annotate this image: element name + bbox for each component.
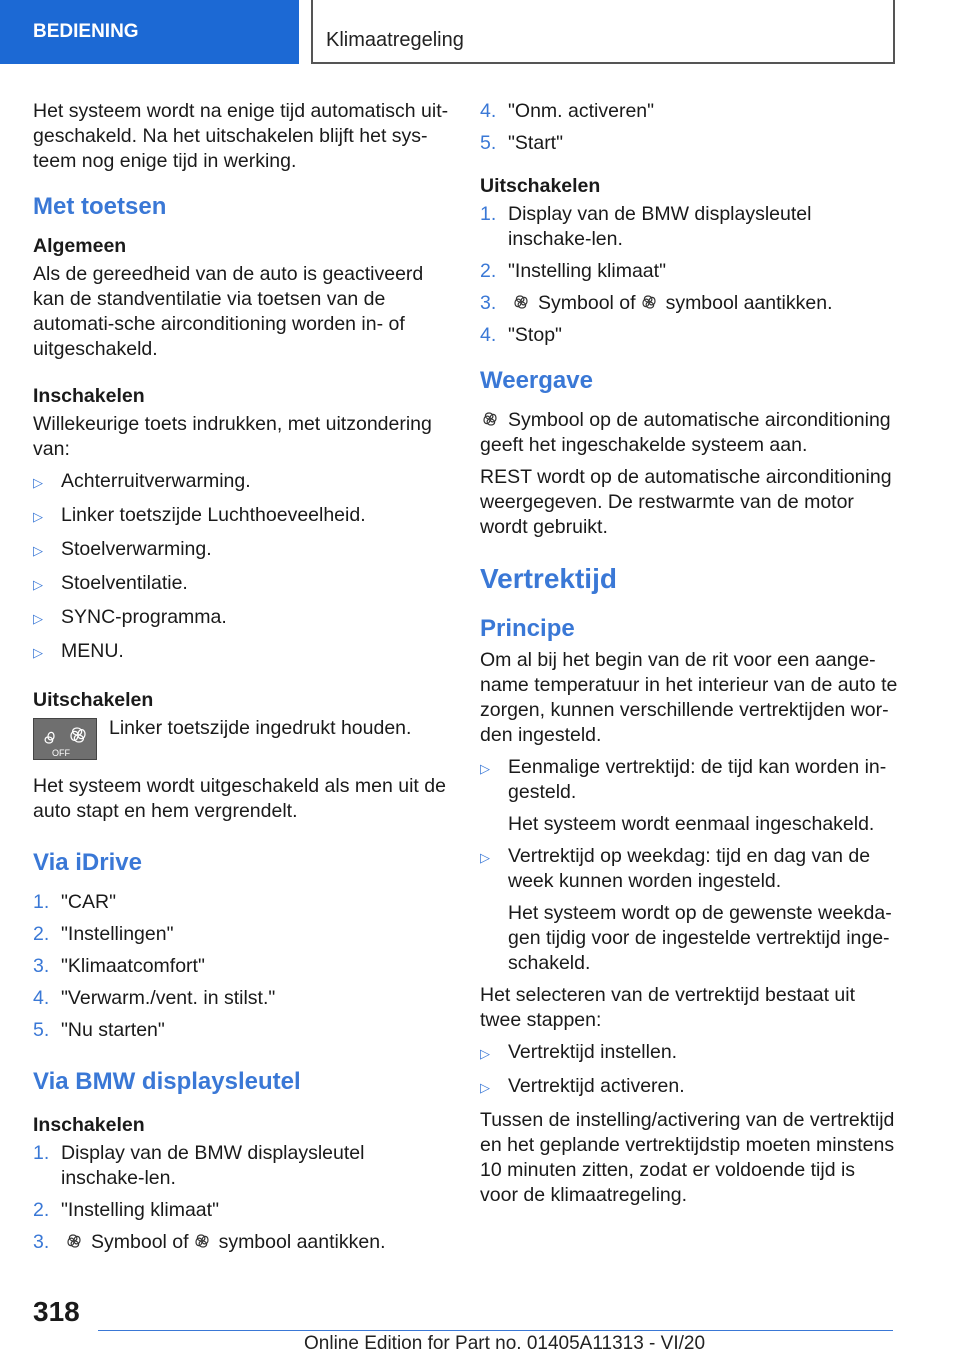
list-item: ▷ Vertrektijd instellen. bbox=[480, 1040, 898, 1067]
list-item: 5. "Start" bbox=[480, 132, 564, 154]
list-item: 1. Display van de BMW displaysleutel inschake-len. bbox=[480, 203, 812, 250]
fan-icon bbox=[480, 410, 500, 428]
fan-icon bbox=[193, 1232, 211, 1250]
list-item: ▷ Achterruitverwarming. bbox=[33, 469, 451, 496]
fan-off-key-icon bbox=[33, 718, 97, 760]
list-item: 1. Display van de BMW displaysleutel inschake-len. bbox=[33, 1142, 365, 1189]
triangle-bullet-icon: ▷ bbox=[480, 761, 490, 776]
select-paragraph: Het selecteren van de vertrektijd bestaat uit twee stappen: bbox=[480, 984, 856, 1031]
list-item: 3. "Klimaatcomfort" bbox=[33, 955, 205, 977]
triangle-bullet-icon: ▷ bbox=[33, 611, 43, 626]
principe-paragraph: Om al bij het begin van de rit voor een aange-name temperatuur in het interieur van de auto te zorgen, kunnen verschillende vertrektijden wor-den ingesteld. bbox=[480, 649, 898, 746]
heading-via-idrive: Via iDrive bbox=[33, 849, 142, 876]
list-item: ▷ Linker toetszijde Luchthoeveelheid. bbox=[33, 503, 451, 530]
weergave-paragraph-2: REST wordt op de automatische airconditioning weergegeven. De restwarmte van de motor wordt gebruikt. bbox=[480, 466, 892, 538]
heading-uitschakelen: Uitschakelen bbox=[33, 689, 154, 711]
heading-inschakelen-2: Inschakelen bbox=[33, 1114, 145, 1136]
algemeen-paragraph: Als de gereedheid van de auto is geactiveerd kan de standventilatie via toetsen van de automati-sche airconditioning worden in- of uitgeschakeld. bbox=[33, 263, 424, 360]
right-column bbox=[480, 99, 898, 1215]
triangle-bullet-icon: ▷ bbox=[33, 577, 43, 592]
footer-edition: Online Edition for Part no. 01405A11313 - VI/20 bbox=[304, 1333, 706, 1354]
list-item: 4. "Verwarm./vent. in stilst." bbox=[33, 987, 276, 1009]
list-item: 3. Symbool of symbool aantikken. bbox=[480, 292, 833, 314]
page-number: 318 bbox=[33, 1296, 80, 1327]
triangle-bullet-icon: ▷ bbox=[33, 543, 43, 558]
topic-tab: Klimaatregeling bbox=[311, 0, 895, 64]
heading-met-toetsen: Met toetsen bbox=[33, 193, 167, 220]
heading-algemeen: Algemeen bbox=[33, 235, 127, 257]
list-item: 2. "Instelling klimaat" bbox=[33, 1199, 219, 1221]
list-item: 2. "Instellingen" bbox=[33, 923, 174, 945]
uitschakelen-paragraph: Het systeem wordt uitgeschakeld als men uit de auto stapt en hem vergrendelt. bbox=[33, 775, 446, 822]
list-item: ▷ Stoelverwarming. bbox=[33, 537, 451, 564]
uitschakelen-key-text: Linker toetszijde ingedrukt houden. bbox=[109, 717, 412, 739]
list-item: 5. "Nu starten" bbox=[33, 1019, 165, 1041]
fan-icon bbox=[512, 293, 530, 311]
off-label: OFF bbox=[52, 748, 70, 758]
list-item: ▷ Eenmalige vertrektijd: de tijd kan worden in-gesteld. bbox=[480, 756, 887, 803]
inschakelen-paragraph: Willekeurige toets indrukken, met uitzondering van: bbox=[33, 413, 432, 460]
list-item: ▷ Vertrektijd op weekdag: tijd en dag van de week kunnen worden ingesteld. bbox=[480, 845, 871, 892]
off-key-block bbox=[33, 716, 451, 764]
triangle-bullet-icon: ▷ bbox=[33, 645, 43, 660]
heading-vertrektijd: Vertrektijd bbox=[480, 563, 617, 594]
list-item: 1. "CAR" bbox=[33, 891, 117, 913]
heading-weergave: Weergave bbox=[480, 367, 593, 394]
triangle-bullet-icon: ▷ bbox=[33, 509, 43, 524]
triangle-bullet-icon: ▷ bbox=[33, 475, 43, 490]
triangle-bullet-icon: ▷ bbox=[480, 1080, 490, 1095]
list-item-sub: Het systeem wordt eenmaal ingeschakeld. bbox=[508, 813, 875, 835]
left-column bbox=[33, 99, 451, 1262]
list-item: 4. "Stop" bbox=[480, 324, 562, 346]
list-item: 4. "Onm. activeren" bbox=[480, 100, 655, 122]
list-item: ▷ Vertrektijd activeren. bbox=[480, 1074, 898, 1101]
heading-inschakelen: Inschakelen bbox=[33, 385, 145, 407]
list-item: 3. Symbool of symbool aantikken. bbox=[33, 1231, 386, 1253]
triangle-bullet-icon: ▷ bbox=[480, 1046, 490, 1061]
list-item: ▷ SYNC-programma. bbox=[33, 605, 451, 632]
triangle-bullet-icon: ▷ bbox=[480, 850, 490, 865]
heading-uitschakelen-right: Uitschakelen bbox=[480, 175, 601, 197]
list-item: ▷ Stoelventilatie. bbox=[33, 571, 451, 598]
weergave-paragraph-1: Symbool op de automatische airconditioning geeft het ingeschakelde systeem aan. bbox=[480, 409, 891, 456]
final-paragraph: Tussen de instelling/activering van de vertrektijd en het geplande vertrektijdstip moeten minstens 10 minuten zitten, zodat er voldoende tijd is voor de klimaatregeling. bbox=[480, 1109, 895, 1206]
heading-principe: Principe bbox=[480, 615, 575, 642]
fan-icon bbox=[640, 293, 658, 311]
fan-icon bbox=[65, 1232, 83, 1250]
intro-paragraph: Het systeem wordt na enige tijd automatisch uit-geschakeld. Na het uitschakelen blijft het sys-teem nog enige tijd in werking. bbox=[33, 100, 449, 172]
list-item: 2. "Instelling klimaat" bbox=[480, 260, 666, 282]
heading-via-displaysleutel: Via BMW displaysleutel bbox=[33, 1068, 301, 1095]
list-item: ▷ MENU. bbox=[33, 639, 451, 666]
list-item-sub: Het systeem wordt op de gewenste weekda-gen tijdig voor de ingestelde vertrektijd inge-schakeld. bbox=[508, 902, 892, 974]
section-tab: BEDIENING bbox=[0, 0, 299, 64]
footer-divider bbox=[98, 1330, 893, 1331]
